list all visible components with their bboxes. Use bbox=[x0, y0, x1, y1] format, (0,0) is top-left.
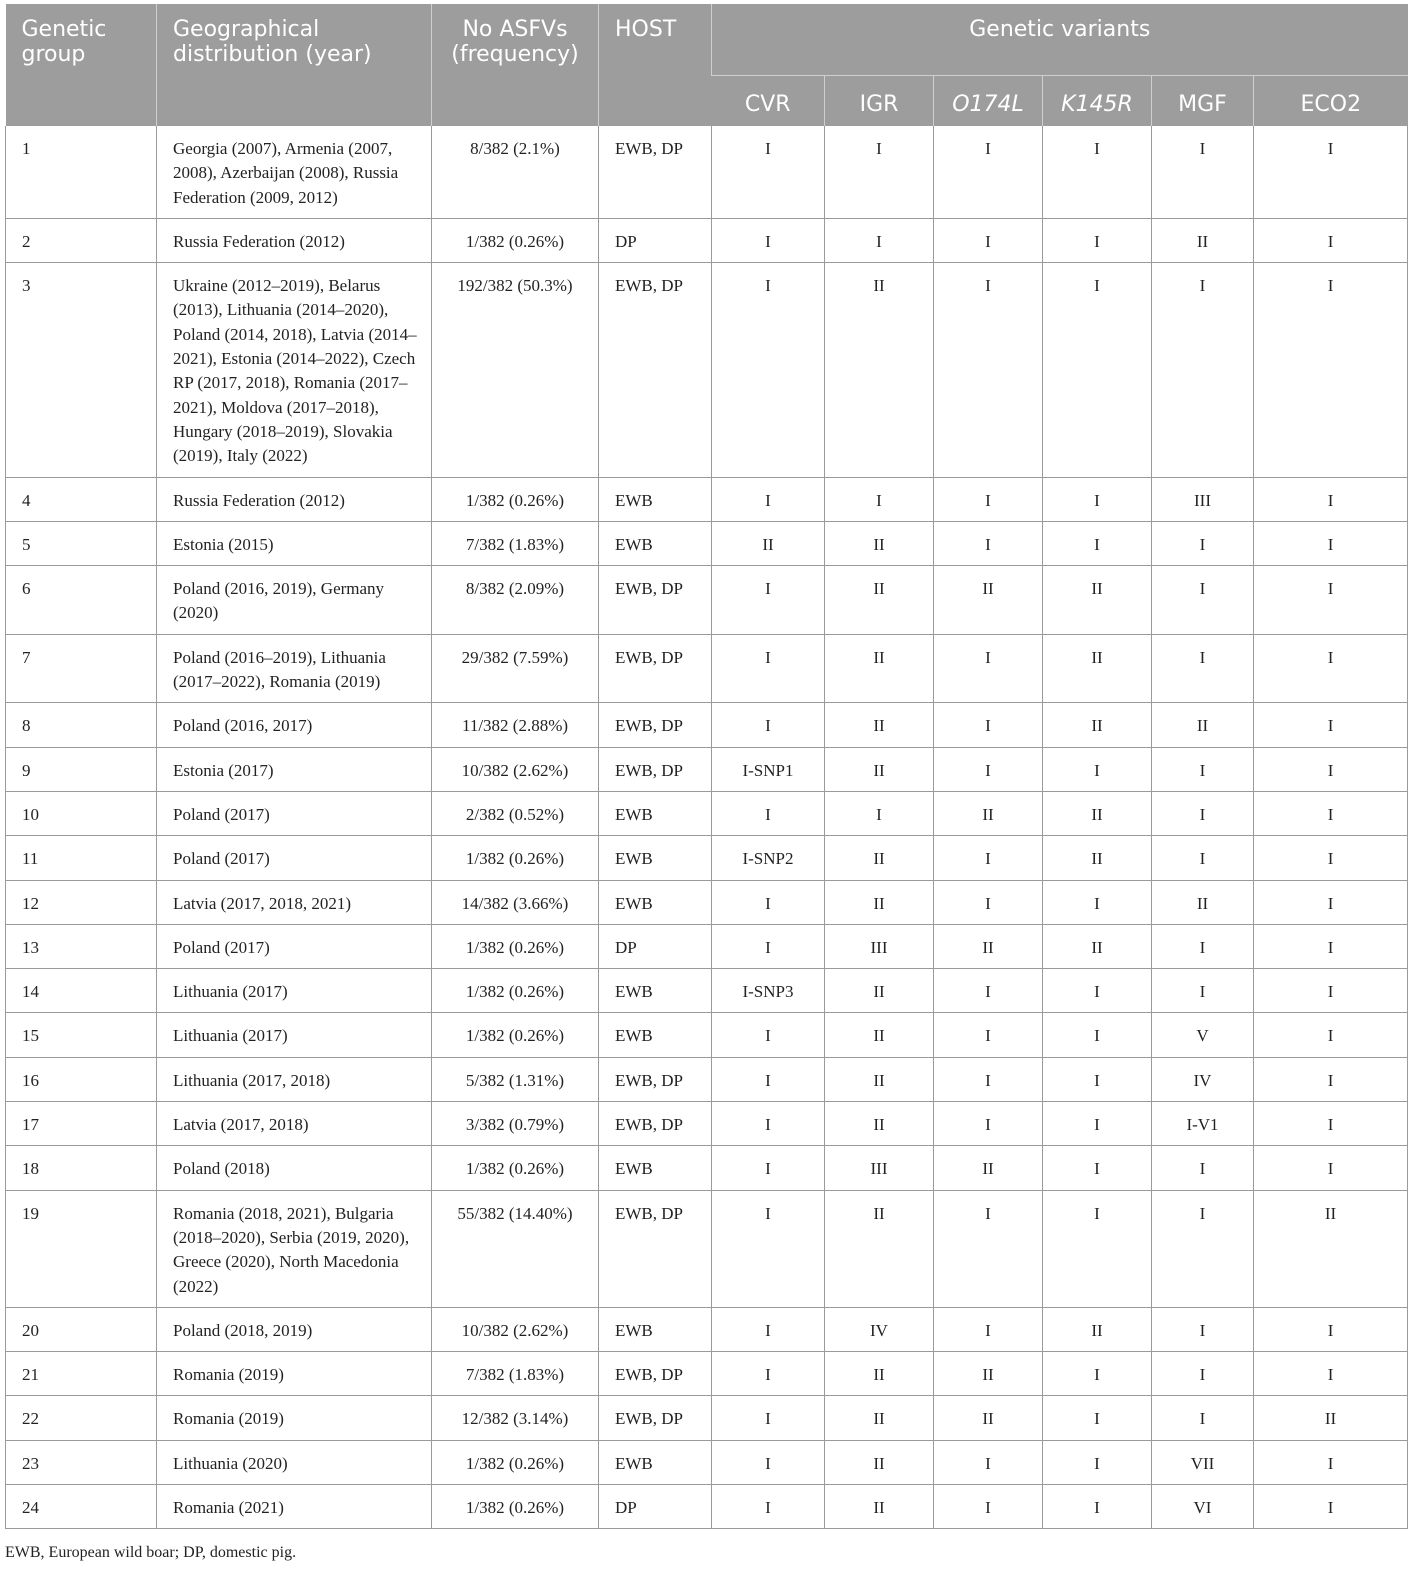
cell-mgf: IV bbox=[1152, 1057, 1254, 1101]
cell-genetic-group: 10 bbox=[6, 791, 157, 835]
cell-mgf: I bbox=[1152, 791, 1254, 835]
cell-mgf: V bbox=[1152, 1013, 1254, 1057]
genetic-groups-table-container bbox=[5, 4, 1407, 1529]
table-row bbox=[6, 880, 1408, 924]
cell-cvr: I bbox=[712, 1190, 825, 1307]
table-row bbox=[6, 1190, 1408, 1307]
cell-o174l: I bbox=[934, 1484, 1043, 1528]
cell-k145r: I bbox=[1043, 1013, 1152, 1057]
table-row bbox=[6, 1396, 1408, 1440]
cell-igr: I bbox=[825, 791, 934, 835]
header-eco2: ECO2 bbox=[1254, 76, 1408, 127]
cell-mgf: I bbox=[1152, 566, 1254, 635]
cell-mgf: I bbox=[1152, 969, 1254, 1013]
cell-host: EWB, DP bbox=[599, 1190, 712, 1307]
cell-host: EWB bbox=[599, 836, 712, 880]
cell-genetic-group: 23 bbox=[6, 1440, 157, 1484]
cell-cvr: I-SNP2 bbox=[712, 836, 825, 880]
cell-igr: II bbox=[825, 747, 934, 791]
cell-host: DP bbox=[599, 1484, 712, 1528]
cell-o174l: I bbox=[934, 521, 1043, 565]
cell-cvr: II bbox=[712, 521, 825, 565]
table-row bbox=[6, 263, 1408, 477]
cell-igr: II bbox=[825, 1352, 934, 1396]
cell-host: EWB, DP bbox=[599, 747, 712, 791]
cell-geo-distribution: Georgia (2007), Armenia (2007, 2008), Azerbaijan (2008), Russia Federation (2009, 2012) bbox=[157, 126, 432, 218]
cell-asfv-count: 14/382 (3.66%) bbox=[432, 880, 599, 924]
cell-host: DP bbox=[599, 924, 712, 968]
table-row bbox=[6, 1307, 1408, 1351]
cell-o174l: I bbox=[934, 880, 1043, 924]
cell-eco2: I bbox=[1254, 924, 1408, 968]
cell-eco2: I bbox=[1254, 1484, 1408, 1528]
cell-asfv-count: 1/382 (0.26%) bbox=[432, 477, 599, 521]
cell-mgf: III bbox=[1152, 477, 1254, 521]
header-host: HOST bbox=[599, 4, 712, 126]
cell-eco2: I bbox=[1254, 634, 1408, 703]
cell-genetic-group: 22 bbox=[6, 1396, 157, 1440]
cell-igr: II bbox=[825, 969, 934, 1013]
cell-host: EWB bbox=[599, 1146, 712, 1190]
cell-cvr: I bbox=[712, 126, 825, 218]
cell-host: EWB, DP bbox=[599, 263, 712, 477]
cell-geo-distribution: Russia Federation (2012) bbox=[157, 218, 432, 262]
table-footnote: EWB, European wild boar; DP, domestic pig. bbox=[5, 1544, 297, 1561]
cell-genetic-group: 3 bbox=[6, 263, 157, 477]
cell-k145r: I bbox=[1043, 1102, 1152, 1146]
cell-igr: II bbox=[825, 521, 934, 565]
cell-k145r: I bbox=[1043, 521, 1152, 565]
cell-mgf: I bbox=[1152, 634, 1254, 703]
cell-cvr: I-SNP1 bbox=[712, 747, 825, 791]
cell-geo-distribution: Russia Federation (2012) bbox=[157, 477, 432, 521]
cell-genetic-group: 20 bbox=[6, 1307, 157, 1351]
cell-geo-distribution: Ukraine (2012–2019), Belarus (2013), Lithuania (2014–2020), Poland (2014, 2018), Latvia (2014–2021), Estonia (2014–2022), Czech RP (2017, 2018), Romania (2017–2021), Moldova (2017–2018), Hungary (2018–2019), Slovakia (2019), Italy (2022) bbox=[157, 263, 432, 477]
cell-k145r: I bbox=[1043, 477, 1152, 521]
cell-genetic-group: 9 bbox=[6, 747, 157, 791]
cell-asfv-count: 5/382 (1.31%) bbox=[432, 1057, 599, 1101]
header-o174l: O174L bbox=[934, 76, 1043, 127]
cell-eco2: I bbox=[1254, 703, 1408, 747]
cell-k145r: I bbox=[1043, 880, 1152, 924]
cell-eco2: I bbox=[1254, 477, 1408, 521]
cell-asfv-count: 1/382 (0.26%) bbox=[432, 1146, 599, 1190]
cell-o174l: I bbox=[934, 1307, 1043, 1351]
cell-genetic-group: 19 bbox=[6, 1190, 157, 1307]
cell-asfv-count: 11/382 (2.88%) bbox=[432, 703, 599, 747]
cell-asfv-count: 8/382 (2.1%) bbox=[432, 126, 599, 218]
cell-host: EWB bbox=[599, 1013, 712, 1057]
cell-k145r: I bbox=[1043, 1440, 1152, 1484]
cell-eco2: I bbox=[1254, 218, 1408, 262]
cell-host: EWB bbox=[599, 791, 712, 835]
cell-asfv-count: 1/382 (0.26%) bbox=[432, 1484, 599, 1528]
cell-host: EWB bbox=[599, 969, 712, 1013]
cell-genetic-group: 11 bbox=[6, 836, 157, 880]
cell-mgf: VII bbox=[1152, 1440, 1254, 1484]
table-row bbox=[6, 703, 1408, 747]
cell-asfv-count: 1/382 (0.26%) bbox=[432, 1013, 599, 1057]
cell-host: EWB, DP bbox=[599, 1396, 712, 1440]
cell-mgf: I bbox=[1152, 836, 1254, 880]
table-row bbox=[6, 969, 1408, 1013]
table-row bbox=[6, 747, 1408, 791]
cell-o174l: I bbox=[934, 1102, 1043, 1146]
cell-cvr: I bbox=[712, 924, 825, 968]
header-cvr: CVR bbox=[712, 76, 825, 127]
cell-o174l: I bbox=[934, 703, 1043, 747]
cell-eco2: I bbox=[1254, 836, 1408, 880]
cell-mgf: I bbox=[1152, 1190, 1254, 1307]
cell-asfv-count: 192/382 (50.3%) bbox=[432, 263, 599, 477]
table-row bbox=[6, 566, 1408, 635]
cell-genetic-group: 21 bbox=[6, 1352, 157, 1396]
cell-o174l: I bbox=[934, 1440, 1043, 1484]
cell-o174l: I bbox=[934, 126, 1043, 218]
cell-o174l: I bbox=[934, 1190, 1043, 1307]
cell-geo-distribution: Poland (2018) bbox=[157, 1146, 432, 1190]
table-body bbox=[6, 126, 1408, 1529]
cell-genetic-group: 13 bbox=[6, 924, 157, 968]
cell-host: EWB, DP bbox=[599, 126, 712, 218]
cell-geo-distribution: Poland (2016–2019), Lithuania (2017–2022), Romania (2019) bbox=[157, 634, 432, 703]
cell-o174l: I bbox=[934, 263, 1043, 477]
cell-k145r: II bbox=[1043, 791, 1152, 835]
cell-cvr: I bbox=[712, 1057, 825, 1101]
cell-mgf: VI bbox=[1152, 1484, 1254, 1528]
table-row bbox=[6, 924, 1408, 968]
cell-genetic-group: 5 bbox=[6, 521, 157, 565]
header-mgf: MGF bbox=[1152, 76, 1254, 127]
cell-k145r: I bbox=[1043, 1396, 1152, 1440]
cell-asfv-count: 3/382 (0.79%) bbox=[432, 1102, 599, 1146]
cell-geo-distribution: Poland (2017) bbox=[157, 836, 432, 880]
header-genetic-variants: Genetic variants bbox=[712, 4, 1408, 76]
cell-eco2: I bbox=[1254, 1013, 1408, 1057]
cell-igr: II bbox=[825, 703, 934, 747]
cell-genetic-group: 24 bbox=[6, 1484, 157, 1528]
cell-cvr: I bbox=[712, 1396, 825, 1440]
cell-igr: I bbox=[825, 218, 934, 262]
cell-igr: II bbox=[825, 1440, 934, 1484]
cell-geo-distribution: Latvia (2017, 2018, 2021) bbox=[157, 880, 432, 924]
cell-cvr: I bbox=[712, 1484, 825, 1528]
cell-k145r: I bbox=[1043, 218, 1152, 262]
cell-igr: II bbox=[825, 836, 934, 880]
cell-genetic-group: 2 bbox=[6, 218, 157, 262]
cell-cvr: I bbox=[712, 1013, 825, 1057]
cell-eco2: II bbox=[1254, 1190, 1408, 1307]
cell-igr: II bbox=[825, 1102, 934, 1146]
cell-mgf: I bbox=[1152, 747, 1254, 791]
cell-asfv-count: 2/382 (0.52%) bbox=[432, 791, 599, 835]
cell-mgf: II bbox=[1152, 218, 1254, 262]
cell-genetic-group: 6 bbox=[6, 566, 157, 635]
cell-mgf: I bbox=[1152, 1352, 1254, 1396]
cell-k145r: I bbox=[1043, 1146, 1152, 1190]
table-row bbox=[6, 521, 1408, 565]
cell-cvr: I bbox=[712, 1440, 825, 1484]
cell-k145r: I bbox=[1043, 747, 1152, 791]
cell-asfv-count: 55/382 (14.40%) bbox=[432, 1190, 599, 1307]
cell-k145r: II bbox=[1043, 836, 1152, 880]
cell-host: EWB, DP bbox=[599, 1057, 712, 1101]
cell-o174l: I bbox=[934, 1057, 1043, 1101]
cell-eco2: I bbox=[1254, 747, 1408, 791]
cell-eco2: I bbox=[1254, 521, 1408, 565]
cell-asfv-count: 12/382 (3.14%) bbox=[432, 1396, 599, 1440]
cell-eco2: I bbox=[1254, 1352, 1408, 1396]
cell-o174l: I bbox=[934, 218, 1043, 262]
table-row bbox=[6, 218, 1408, 262]
cell-eco2: I bbox=[1254, 1440, 1408, 1484]
cell-host: EWB, DP bbox=[599, 703, 712, 747]
cell-geo-distribution: Romania (2021) bbox=[157, 1484, 432, 1528]
cell-host: EWB bbox=[599, 1440, 712, 1484]
cell-o174l: II bbox=[934, 791, 1043, 835]
cell-cvr: I bbox=[712, 263, 825, 477]
cell-genetic-group: 7 bbox=[6, 634, 157, 703]
cell-asfv-count: 10/382 (2.62%) bbox=[432, 747, 599, 791]
cell-k145r: II bbox=[1043, 1307, 1152, 1351]
cell-cvr: I-SNP3 bbox=[712, 969, 825, 1013]
cell-k145r: I bbox=[1043, 969, 1152, 1013]
cell-eco2: I bbox=[1254, 969, 1408, 1013]
cell-host: EWB bbox=[599, 521, 712, 565]
cell-asfv-count: 7/382 (1.83%) bbox=[432, 521, 599, 565]
cell-genetic-group: 14 bbox=[6, 969, 157, 1013]
cell-eco2: I bbox=[1254, 1307, 1408, 1351]
cell-eco2: I bbox=[1254, 791, 1408, 835]
table-row bbox=[6, 1440, 1408, 1484]
cell-geo-distribution: Lithuania (2020) bbox=[157, 1440, 432, 1484]
cell-cvr: I bbox=[712, 791, 825, 835]
cell-eco2: I bbox=[1254, 1057, 1408, 1101]
table-row bbox=[6, 1102, 1408, 1146]
cell-cvr: I bbox=[712, 1102, 825, 1146]
cell-asfv-count: 7/382 (1.83%) bbox=[432, 1352, 599, 1396]
cell-asfv-count: 10/382 (2.62%) bbox=[432, 1307, 599, 1351]
table-row bbox=[6, 1057, 1408, 1101]
cell-geo-distribution: Poland (2018, 2019) bbox=[157, 1307, 432, 1351]
cell-o174l: II bbox=[934, 924, 1043, 968]
cell-mgf: I bbox=[1152, 1396, 1254, 1440]
cell-eco2: II bbox=[1254, 1396, 1408, 1440]
cell-igr: II bbox=[825, 1396, 934, 1440]
cell-geo-distribution: Poland (2016, 2019), Germany (2020) bbox=[157, 566, 432, 635]
cell-genetic-group: 18 bbox=[6, 1146, 157, 1190]
cell-o174l: I bbox=[934, 634, 1043, 703]
cell-mgf: I bbox=[1152, 1146, 1254, 1190]
cell-igr: III bbox=[825, 924, 934, 968]
cell-igr: I bbox=[825, 477, 934, 521]
cell-igr: II bbox=[825, 880, 934, 924]
table-row bbox=[6, 791, 1408, 835]
cell-igr: III bbox=[825, 1146, 934, 1190]
cell-geo-distribution: Romania (2018, 2021), Bulgaria (2018–2020), Serbia (2019, 2020), Greece (2020), North Macedonia (2022) bbox=[157, 1190, 432, 1307]
cell-o174l: I bbox=[934, 969, 1043, 1013]
cell-o174l: I bbox=[934, 477, 1043, 521]
cell-genetic-group: 8 bbox=[6, 703, 157, 747]
table-row bbox=[6, 836, 1408, 880]
cell-asfv-count: 29/382 (7.59%) bbox=[432, 634, 599, 703]
cell-geo-distribution: Poland (2017) bbox=[157, 924, 432, 968]
cell-mgf: II bbox=[1152, 703, 1254, 747]
header-genetic-group: Genetic group bbox=[6, 4, 157, 126]
cell-host: EWB bbox=[599, 1307, 712, 1351]
cell-geo-distribution: Romania (2019) bbox=[157, 1396, 432, 1440]
cell-o174l: I bbox=[934, 1013, 1043, 1057]
cell-cvr: I bbox=[712, 477, 825, 521]
cell-cvr: I bbox=[712, 1146, 825, 1190]
cell-genetic-group: 4 bbox=[6, 477, 157, 521]
table-row bbox=[6, 126, 1408, 218]
cell-igr: IV bbox=[825, 1307, 934, 1351]
cell-geo-distribution: Estonia (2017) bbox=[157, 747, 432, 791]
header-asfv-count: No ASFVs (frequency) bbox=[432, 4, 599, 126]
cell-asfv-count: 8/382 (2.09%) bbox=[432, 566, 599, 635]
table-row bbox=[6, 1013, 1408, 1057]
cell-k145r: II bbox=[1043, 566, 1152, 635]
cell-geo-distribution: Lithuania (2017) bbox=[157, 1013, 432, 1057]
cell-mgf: I bbox=[1152, 924, 1254, 968]
cell-geo-distribution: Lithuania (2017, 2018) bbox=[157, 1057, 432, 1101]
cell-mgf: I bbox=[1152, 521, 1254, 565]
cell-asfv-count: 1/382 (0.26%) bbox=[432, 836, 599, 880]
cell-eco2: I bbox=[1254, 1102, 1408, 1146]
cell-o174l: II bbox=[934, 1146, 1043, 1190]
cell-eco2: I bbox=[1254, 1146, 1408, 1190]
cell-genetic-group: 17 bbox=[6, 1102, 157, 1146]
cell-geo-distribution: Poland (2017) bbox=[157, 791, 432, 835]
cell-host: EWB, DP bbox=[599, 1352, 712, 1396]
cell-geo-distribution: Romania (2019) bbox=[157, 1352, 432, 1396]
cell-mgf: I bbox=[1152, 126, 1254, 218]
cell-igr: II bbox=[825, 566, 934, 635]
cell-eco2: I bbox=[1254, 880, 1408, 924]
header-geo-distribution: Geographical distribution (year) bbox=[157, 4, 432, 126]
cell-mgf: I bbox=[1152, 1307, 1254, 1351]
cell-cvr: I bbox=[712, 1352, 825, 1396]
table-row bbox=[6, 1484, 1408, 1528]
cell-mgf: I bbox=[1152, 263, 1254, 477]
cell-o174l: II bbox=[934, 1352, 1043, 1396]
cell-mgf: I-V1 bbox=[1152, 1102, 1254, 1146]
cell-k145r: II bbox=[1043, 703, 1152, 747]
table-row bbox=[6, 1352, 1408, 1396]
cell-igr: II bbox=[825, 1190, 934, 1307]
cell-host: EWB bbox=[599, 880, 712, 924]
cell-k145r: I bbox=[1043, 126, 1152, 218]
cell-o174l: II bbox=[934, 566, 1043, 635]
cell-k145r: I bbox=[1043, 263, 1152, 477]
cell-host: DP bbox=[599, 218, 712, 262]
cell-igr: II bbox=[825, 1057, 934, 1101]
cell-igr: II bbox=[825, 1484, 934, 1528]
cell-igr: II bbox=[825, 263, 934, 477]
cell-o174l: I bbox=[934, 836, 1043, 880]
cell-cvr: I bbox=[712, 880, 825, 924]
cell-geo-distribution: Lithuania (2017) bbox=[157, 969, 432, 1013]
header-k145r: K145R bbox=[1043, 76, 1152, 127]
cell-mgf: II bbox=[1152, 880, 1254, 924]
cell-cvr: I bbox=[712, 1307, 825, 1351]
cell-genetic-group: 16 bbox=[6, 1057, 157, 1101]
cell-geo-distribution: Estonia (2015) bbox=[157, 521, 432, 565]
table-row bbox=[6, 477, 1408, 521]
cell-k145r: I bbox=[1043, 1190, 1152, 1307]
cell-host: EWB bbox=[599, 477, 712, 521]
cell-k145r: II bbox=[1043, 634, 1152, 703]
cell-asfv-count: 1/382 (0.26%) bbox=[432, 969, 599, 1013]
cell-asfv-count: 1/382 (0.26%) bbox=[432, 218, 599, 262]
cell-cvr: I bbox=[712, 634, 825, 703]
cell-eco2: I bbox=[1254, 566, 1408, 635]
table-header bbox=[6, 4, 1408, 126]
cell-igr: II bbox=[825, 634, 934, 703]
cell-asfv-count: 1/382 (0.26%) bbox=[432, 1440, 599, 1484]
cell-cvr: I bbox=[712, 218, 825, 262]
cell-host: EWB, DP bbox=[599, 634, 712, 703]
cell-host: EWB, DP bbox=[599, 1102, 712, 1146]
cell-geo-distribution: Latvia (2017, 2018) bbox=[157, 1102, 432, 1146]
cell-asfv-count: 1/382 (0.26%) bbox=[432, 924, 599, 968]
cell-cvr: I bbox=[712, 566, 825, 635]
cell-geo-distribution: Poland (2016, 2017) bbox=[157, 703, 432, 747]
cell-genetic-group: 1 bbox=[6, 126, 157, 218]
header-igr: IGR bbox=[825, 76, 934, 127]
cell-igr: II bbox=[825, 1013, 934, 1057]
cell-cvr: I bbox=[712, 703, 825, 747]
cell-genetic-group: 15 bbox=[6, 1013, 157, 1057]
cell-k145r: I bbox=[1043, 1352, 1152, 1396]
cell-eco2: I bbox=[1254, 126, 1408, 218]
cell-o174l: II bbox=[934, 1396, 1043, 1440]
cell-genetic-group: 12 bbox=[6, 880, 157, 924]
cell-o174l: I bbox=[934, 747, 1043, 791]
table-row bbox=[6, 1146, 1408, 1190]
table-row bbox=[6, 634, 1408, 703]
cell-host: EWB, DP bbox=[599, 566, 712, 635]
cell-eco2: I bbox=[1254, 263, 1408, 477]
cell-k145r: I bbox=[1043, 1484, 1152, 1528]
cell-k145r: I bbox=[1043, 1057, 1152, 1101]
cell-igr: I bbox=[825, 126, 934, 218]
cell-k145r: II bbox=[1043, 924, 1152, 968]
genetic-groups-table bbox=[5, 4, 1408, 1529]
